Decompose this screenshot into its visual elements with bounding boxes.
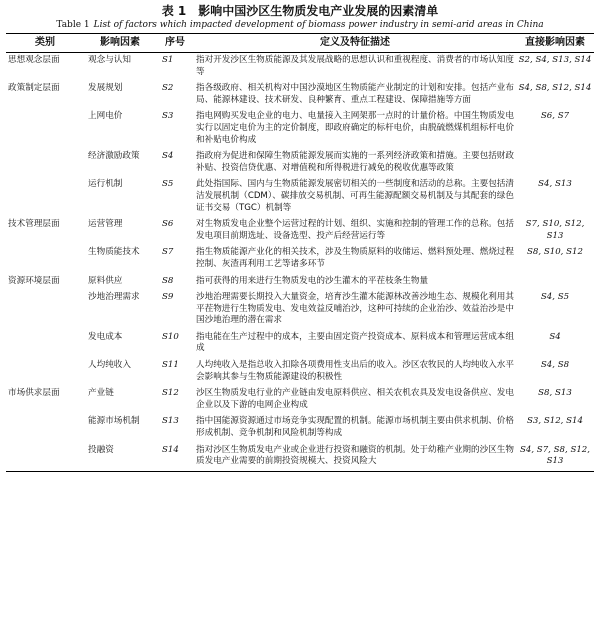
table-label-en: Table 1	[56, 20, 90, 30]
table-row	[6, 109, 594, 149]
code-cell: S13	[162, 416, 179, 427]
definition-cell: 指可获得的用来进行生物质发电的沙生灌木的平茬枝条生物量	[196, 275, 429, 286]
code-cell: S10	[162, 331, 179, 342]
factor-cell: 发展规划	[88, 83, 123, 94]
code-cell: S8	[162, 275, 174, 286]
category-cell	[6, 245, 84, 273]
category-cell: 思想观念层面	[8, 55, 60, 65]
definition-cell: 指对沙区生物质发电产业或企业进行投资和融资的机制。处于幼稚产业期的沙区生物质发电产业需要的前期投资规模大、投资风险大	[194, 443, 516, 472]
definition-cell: 指中国能源资源通过市场竞争实现配置的机制。能源市场机制主要由供求机制、价格形成机制、竞争机制和风险机制等构成	[196, 416, 514, 439]
influence-cell: S2, S4, S13, S14	[518, 55, 592, 65]
influence-cell: S8, S10, S12	[527, 247, 583, 258]
factor-cell: 发电成本	[88, 331, 123, 342]
code-cell: S3	[162, 111, 174, 122]
factor-cell: 人均纯收入	[88, 360, 131, 371]
influence-cell	[516, 149, 594, 177]
definition-cell: 此处指国际、国内与生物质能源发展密切相关的一些制度和活动的总称。主要包括清洁发展机制（CDM）、碳排放交易机制、可再生能源配额交易机制及与其配套的绿色证书交易（TGC）机制等	[196, 179, 514, 213]
category-cell	[6, 330, 84, 358]
table-header-row	[6, 34, 594, 53]
table-row	[6, 414, 594, 442]
definition-cell: 指各级政府、相关机构对中国沙漠地区生物质能产业制定的计划和安排。包括产业布局、能源林建设、技术研发、良种繁育、重点工程建设、保障措施等方面	[196, 83, 514, 105]
definition-cell: 指对开发沙区生物质能源及其发展战略的思想认识和重视程度、消费者的市场认知度等	[196, 55, 514, 77]
factor-cell: 观念与认知	[88, 55, 131, 65]
factor-cell: 沙地治理需求	[88, 292, 140, 303]
factor-table	[6, 33, 594, 472]
table-row	[6, 358, 594, 386]
factor-cell: 原料供应	[88, 275, 123, 286]
code-cell: S7	[162, 247, 174, 258]
influence-cell: S4, S8	[540, 360, 570, 371]
influence-cell: S3, S12, S14	[527, 416, 583, 427]
influence-cell: S4, S13	[538, 179, 572, 190]
category-cell	[6, 149, 84, 177]
code-cell: S4	[162, 151, 174, 162]
code-cell: S1	[162, 55, 174, 65]
table-row	[6, 177, 594, 217]
header-influence: 直接影响因素	[516, 34, 594, 53]
table-title-en-text: List of factors which impacted development of biomass power industry in semi-arid areas in China	[93, 20, 544, 30]
category-cell: 资源环境层面	[8, 275, 60, 286]
factor-cell: 投融资	[84, 443, 156, 472]
definition-cell: 人均纯收入是指总收入扣除各项费用性支出后的收入。沙区农牧民的人均纯收入水平会影响其参与生物质能源建设的积极性	[196, 360, 514, 382]
code-cell: S9	[162, 292, 174, 303]
table-row	[6, 245, 594, 273]
table-row	[6, 53, 594, 82]
table-row	[6, 443, 594, 472]
influence-cell: S4	[549, 331, 561, 342]
category-cell: 市场供求层面	[8, 388, 60, 399]
code-cell: S12	[162, 388, 179, 399]
factor-cell: 运行机制	[88, 179, 123, 190]
table-row	[6, 330, 594, 358]
category-cell: 技术管理层面	[8, 219, 60, 230]
factor-cell: 产业链	[88, 388, 114, 399]
category-cell	[6, 443, 84, 472]
code-cell: S5	[162, 179, 174, 190]
definition-cell: 指生物质能源产业化的相关技术，涉及生物质原料的收储运、燃料预处理、燃烧过程控制、灰渣再利用工艺等诸多环节	[196, 247, 514, 269]
table-row	[6, 81, 594, 109]
definition-cell: 指政府为促进和保障生物质能源发展而实施的一系列经济政策和措施。主要包括财政补贴、投资信贷优惠、对增值税和所得税进行减免的税收优惠等政策	[196, 151, 514, 173]
table-row	[6, 274, 594, 291]
table-row	[6, 149, 594, 177]
header-code: 序号	[156, 34, 194, 53]
category-cell	[6, 177, 84, 217]
category-cell: 政策制定层面	[8, 83, 60, 94]
category-cell	[6, 358, 84, 386]
table-title-zh: 表 1 影响中国沙区生物质发电产业发展的因素清单	[161, 4, 439, 18]
header-factor: 影响因素	[84, 34, 156, 53]
influence-cell: S6, S7	[540, 111, 570, 122]
definition-cell: 指电能在生产过程中的成本，主要由固定资产投资成本、原料成本和管理运营成本组成	[196, 331, 514, 354]
influence-cell: S4, S5	[540, 292, 570, 303]
category-cell	[6, 109, 84, 149]
factor-cell: 能源市场机制	[88, 416, 140, 427]
code-cell: S11	[162, 360, 179, 371]
influence-cell: S8, S13	[538, 388, 572, 399]
influence-cell: S4, S8, S12, S14	[518, 83, 592, 94]
definition-cell: 沙地治理需要长期投入大量资金，培育沙生灌木能源林改善沙地生态、规模化利用其平茬物进行生物质发电、发电效益反哺治沙，这种可持续的企业治沙、效益治沙是中国沙地治理的潜在需求	[196, 292, 514, 326]
code-cell: S2	[162, 83, 174, 94]
code-cell: S6	[162, 219, 174, 230]
table-title-en	[6, 19, 594, 31]
header-definition: 定义及特征描述	[194, 34, 516, 53]
factor-cell: 上网电价	[88, 111, 123, 122]
category-cell	[6, 290, 84, 330]
header-category: 类别	[6, 34, 84, 53]
influence-cell: S7, S10, S12, S13	[525, 219, 585, 241]
factor-cell: 生物质能技术	[88, 247, 140, 258]
influence-cell	[516, 274, 594, 291]
table-row	[6, 386, 594, 414]
table-row	[6, 217, 594, 245]
factor-cell: 运营管理	[88, 219, 123, 230]
definition-cell: 指电网购买发电企业的电力、电量接入主网架那一点时的计量价格。中国生物质发电实行以固定电价为主的定价制度，即政府确定的标杆电价，由脱硫燃煤机组标杆电价和补贴电价构成	[196, 111, 514, 145]
code-cell: S14	[156, 443, 194, 472]
factor-cell: 经济激励政策	[88, 151, 140, 162]
definition-cell: 对生物质发电企业整个运营过程的计划、组织、实施和控制的管理工作的总称。包括发电项目前期选址、设备选型、投产后经营运行等	[196, 219, 514, 241]
table-row	[6, 290, 594, 330]
influence-cell: S4, S7, S8, S12, S13	[516, 443, 594, 472]
category-cell	[6, 414, 84, 442]
definition-cell: 沙区生物质发电行业的产业链由发电原料供应、相关农机农具及发电设备供应、发电企业以及下游的电网企业构成	[196, 388, 514, 410]
